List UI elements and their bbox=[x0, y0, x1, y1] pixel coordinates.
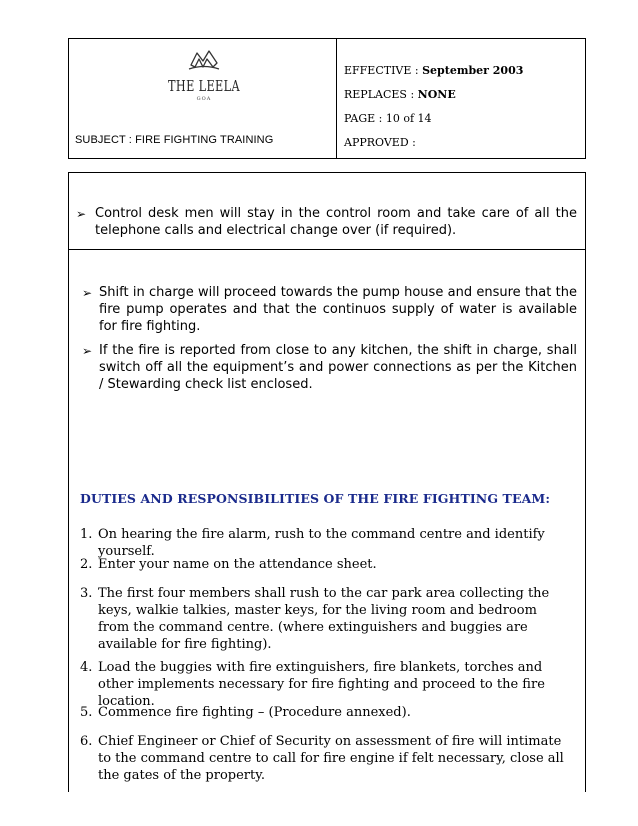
effective-date bbox=[344, 64, 523, 77]
subject-line: SUBJECT : FIRE FIGHTING TRAINING bbox=[75, 134, 274, 146]
brand-name: THE LEELA bbox=[168, 77, 240, 95]
duty-item bbox=[80, 585, 580, 653]
lotus-logo-icon bbox=[187, 49, 221, 71]
item-number: 1. bbox=[80, 527, 93, 542]
bullet-arrow-icon: ➢ bbox=[82, 344, 93, 358]
replaces bbox=[344, 88, 456, 101]
bullet-arrow-icon: ➢ bbox=[82, 286, 93, 300]
duty-item bbox=[80, 556, 580, 573]
item-text: Load the buggies with fire extinguishers, fire blankets, torches and other implements necessary for fire fighting and proceed to the fire location. bbox=[98, 660, 545, 709]
effective-label: EFFECTIVE : bbox=[344, 64, 419, 77]
duty-item bbox=[80, 659, 580, 710]
bullet-shift-pump: Shift in charge will proceed towards the pump house and ensure that the fire pump operates and that the continuos supply of water is available for fire fighting. bbox=[99, 285, 577, 334]
bullet-control-desk: Control desk men will stay in the control room and take care of all the telephone calls and electrical change over (if required). bbox=[95, 206, 577, 238]
item-text: Commence fire fighting – (Procedure annexed). bbox=[98, 705, 411, 720]
bullet-kitchen-switch-off: If the fire is reported from close to any kitchen, the shift in charge, shall switch off all the equipment’s and power connections as per the Kitchen / Stewarding check list enclosed. bbox=[99, 343, 577, 392]
replaces-value: NONE bbox=[417, 88, 456, 101]
replaces-label: REPLACES : bbox=[344, 88, 415, 101]
document-header bbox=[68, 38, 586, 159]
item-text: Enter your name on the attendance sheet. bbox=[98, 557, 377, 572]
item-number: 2. bbox=[80, 557, 93, 572]
effective-value: September 2003 bbox=[422, 64, 524, 77]
item-text: Chief Engineer or Chief of Security on assessment of fire will intimate to the command centre to call for fire engine if felt necessary, close all the gates of the property. bbox=[98, 734, 564, 783]
duty-item bbox=[80, 526, 580, 560]
item-number: 4. bbox=[80, 660, 93, 675]
page-number: PAGE : 10 of 14 bbox=[344, 112, 432, 125]
leela-logo bbox=[154, 49, 254, 102]
duties-heading: DUTIES AND RESPONSIBILITIES OF THE FIRE FIGHTING TEAM: bbox=[80, 491, 551, 506]
brand-location: GOA bbox=[196, 96, 212, 102]
item-number: 3. bbox=[80, 586, 93, 601]
item-text: The first four members shall rush to the car park area collecting the keys, walkie talkies, master keys, for the living room and bedroom from the command centre. (where extinguishers and buggies are available for fire fighting). bbox=[98, 586, 550, 652]
bullet-arrow-icon: ➢ bbox=[76, 207, 87, 221]
approved-line: APPROVED : bbox=[344, 136, 416, 149]
duty-item bbox=[80, 733, 580, 784]
item-number: 5. bbox=[80, 705, 93, 720]
header-divider bbox=[336, 39, 337, 158]
item-number: 6. bbox=[80, 734, 93, 749]
section-separator bbox=[68, 249, 586, 250]
duty-item bbox=[80, 704, 580, 721]
item-text: On hearing the fire alarm, rush to the command centre and identify yourself. bbox=[98, 527, 545, 559]
